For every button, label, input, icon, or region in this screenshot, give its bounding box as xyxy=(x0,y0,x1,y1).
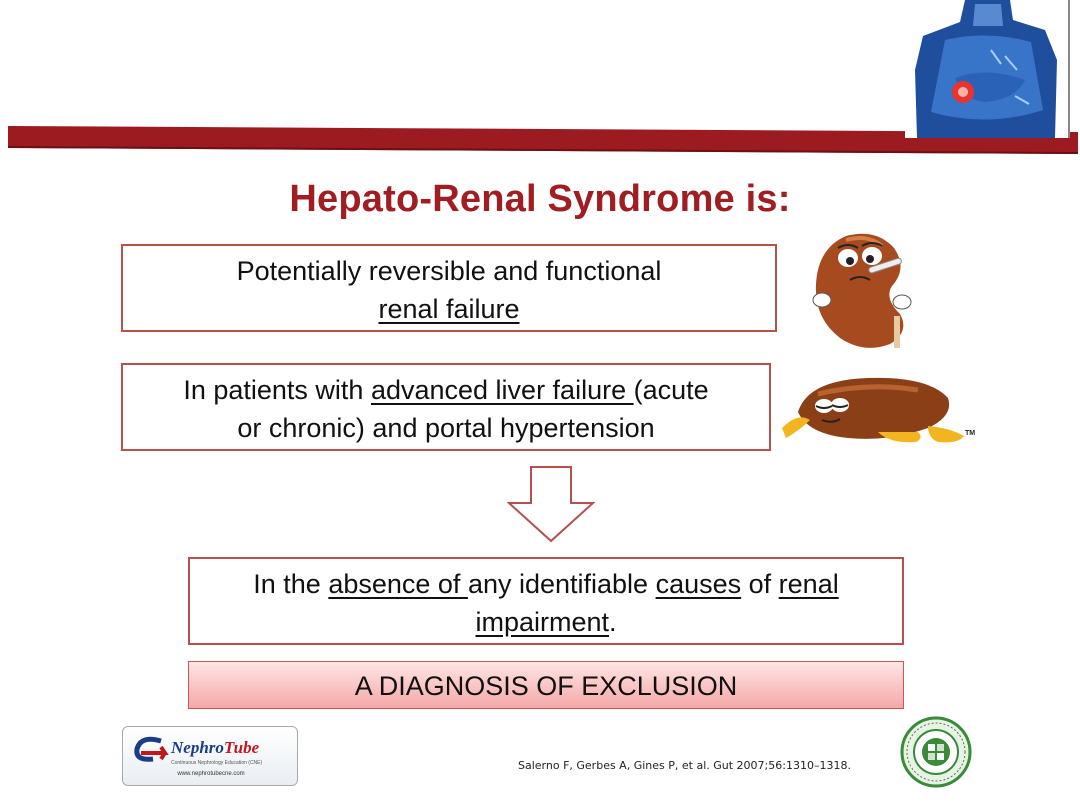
society-seal xyxy=(900,716,972,788)
box2-text-b: (acute xyxy=(633,375,709,405)
torso-liver-illustration xyxy=(905,0,1070,138)
box3-text-b: any identifiable xyxy=(467,569,656,599)
citation-text: Salerno F, Gerbes A, Gines P, et al. Gut 2007;56:1310–1318. xyxy=(518,759,851,772)
box2-line2: or chronic) and portal hypertension xyxy=(237,413,655,443)
box1-line1: Potentially reversible and functional xyxy=(236,256,662,286)
box3-underline-impairment: impairment xyxy=(475,607,610,637)
definition-box-absence xyxy=(188,557,904,645)
down-arrow-icon xyxy=(507,465,595,543)
nephrotube-wordmark: NephroTube xyxy=(171,738,260,757)
nephrotube-logo xyxy=(122,726,298,786)
nephrotube-url: www.nephrotubecne.com xyxy=(177,771,245,777)
box3-underline-causes: causes xyxy=(655,569,742,599)
box3-underline-absence-of: absence of xyxy=(328,569,468,599)
nephrotube-swoosh-icon xyxy=(131,735,169,765)
box3-text-d: . xyxy=(609,607,617,637)
box3-text-a: In the xyxy=(253,569,329,599)
box3-text-c: of xyxy=(741,569,779,599)
definition-box-reversible xyxy=(121,244,777,332)
box2-underline-advanced-liver-failure: advanced liver failure xyxy=(370,375,634,405)
box1-line2: renal failure xyxy=(378,294,520,324)
box3-underline-renal: renal xyxy=(778,569,839,599)
slide-title: Hepato-Renal Syndrome is: xyxy=(289,178,791,220)
tired-liver-cartoon xyxy=(778,372,978,450)
trademark-mark: TM xyxy=(965,430,976,437)
nephrotube-tagline: Continuous Nephrology Education (CNE) xyxy=(171,760,263,766)
box2-text-a: In patients with xyxy=(183,375,371,405)
definition-box-patients xyxy=(121,363,771,451)
conclusion-banner: A DIAGNOSIS OF EXCLUSION xyxy=(188,661,904,709)
sick-kidney-cartoon xyxy=(806,228,921,352)
